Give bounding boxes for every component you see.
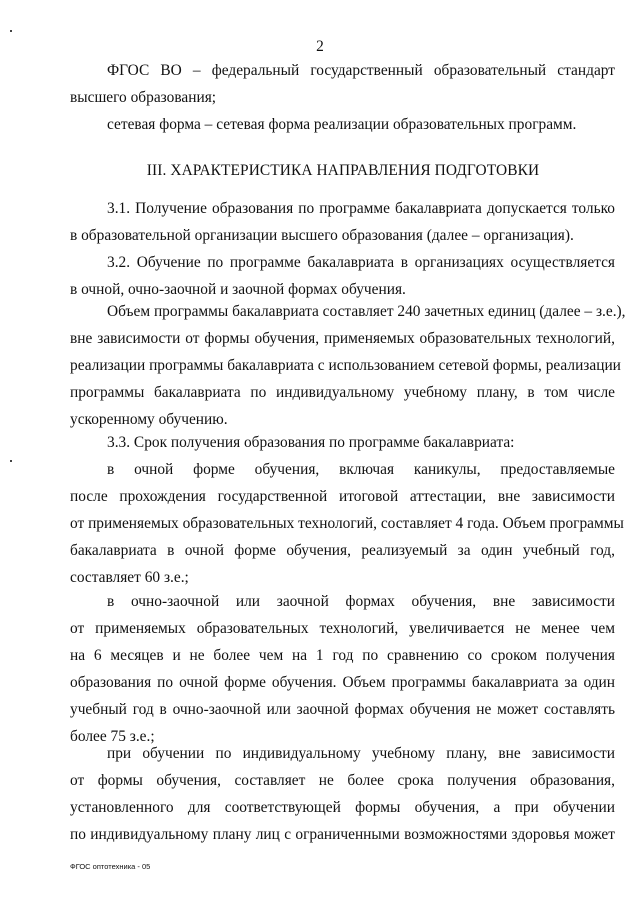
text-line: от формы обучения, составляет не более срока получения образования, (70, 772, 615, 789)
text-line: на 6 месяцев и не более чем на 1 год по сравнению со сроком получения (70, 647, 615, 664)
text-line: 3.1. Получение образования по программе бакалавриата допускается только (107, 200, 615, 217)
text-line: при обучении по индивидуальному учебному плану, вне зависимости (107, 745, 615, 762)
page-number: 2 (316, 38, 324, 55)
footer-label: ФГОС оптотехника - 05 (70, 862, 151, 871)
scan-mark (10, 30, 12, 32)
text-line: установленного для соответствующей формы обучения, а при обучении (70, 799, 615, 816)
text-line: в образовательной организации высшего образования (далее – организация). (70, 227, 574, 244)
scan-mark (10, 460, 12, 462)
text-line: вне зависимости от формы обучения, применяемых образовательных технологий, (70, 330, 615, 347)
text-line: от применяемых образовательных технологий, составляет 4 года. Объем программы (70, 515, 624, 532)
text-line: высшего образования; (70, 89, 217, 106)
text-line: бакалавриата в очной форме обучения, реализуемый за один учебный год, (70, 542, 615, 559)
text-line: в очно-заочной или заочной формах обучения, вне зависимости (107, 593, 615, 610)
text-line: 3.3. Срок получения образования по программе бакалавриата: (107, 434, 515, 451)
text-line: в очной, очно-заочной и заочной формах обучения. (70, 281, 406, 298)
text-line: ускоренному обучению. (70, 411, 228, 428)
section-heading: III. ХАРАКТЕРИСТИКА НАПРАВЛЕНИЯ ПОДГОТОВКИ (146, 162, 540, 179)
text-line: образования по очной форме обучения. Объем программы бакалавриата за один (70, 674, 615, 691)
text-line: 3.2. Обучение по программе бакалавриата в организациях осуществляется (107, 254, 615, 271)
text-line: учебный год в очно-заочной или заочной формах обучения не может составлять (70, 701, 615, 718)
text-line: программы бакалавриата по индивидуальному учебному плану, в том числе (70, 384, 615, 401)
text-line: в очной форме обучения, включая каникулы, предоставляемые (107, 461, 615, 478)
text-line: сетевая форма – сетевая форма реализации образовательных программ. (107, 116, 577, 133)
text-line: более 75 з.е.; (70, 728, 155, 745)
text-line: составляет 60 з.е.; (70, 569, 189, 586)
text-line: после прохождения государственной итоговой аттестации, вне зависимости (70, 488, 615, 505)
text-line: по индивидуальному плану лиц с ограниченными возможностями здоровья может (70, 826, 615, 843)
text-line: от применяемых образовательных технологий, увеличивается не менее чем (70, 620, 615, 637)
text-line: реализации программы бакалавриата с использованием сетевой формы, реализации (70, 357, 621, 374)
text-line: ФГОС ВО – федеральный государственный образовательный стандарт (107, 62, 615, 79)
text-line: Объем программы бакалавриата составляет 240 зачетных единиц (далее – з.е.), (107, 303, 626, 320)
